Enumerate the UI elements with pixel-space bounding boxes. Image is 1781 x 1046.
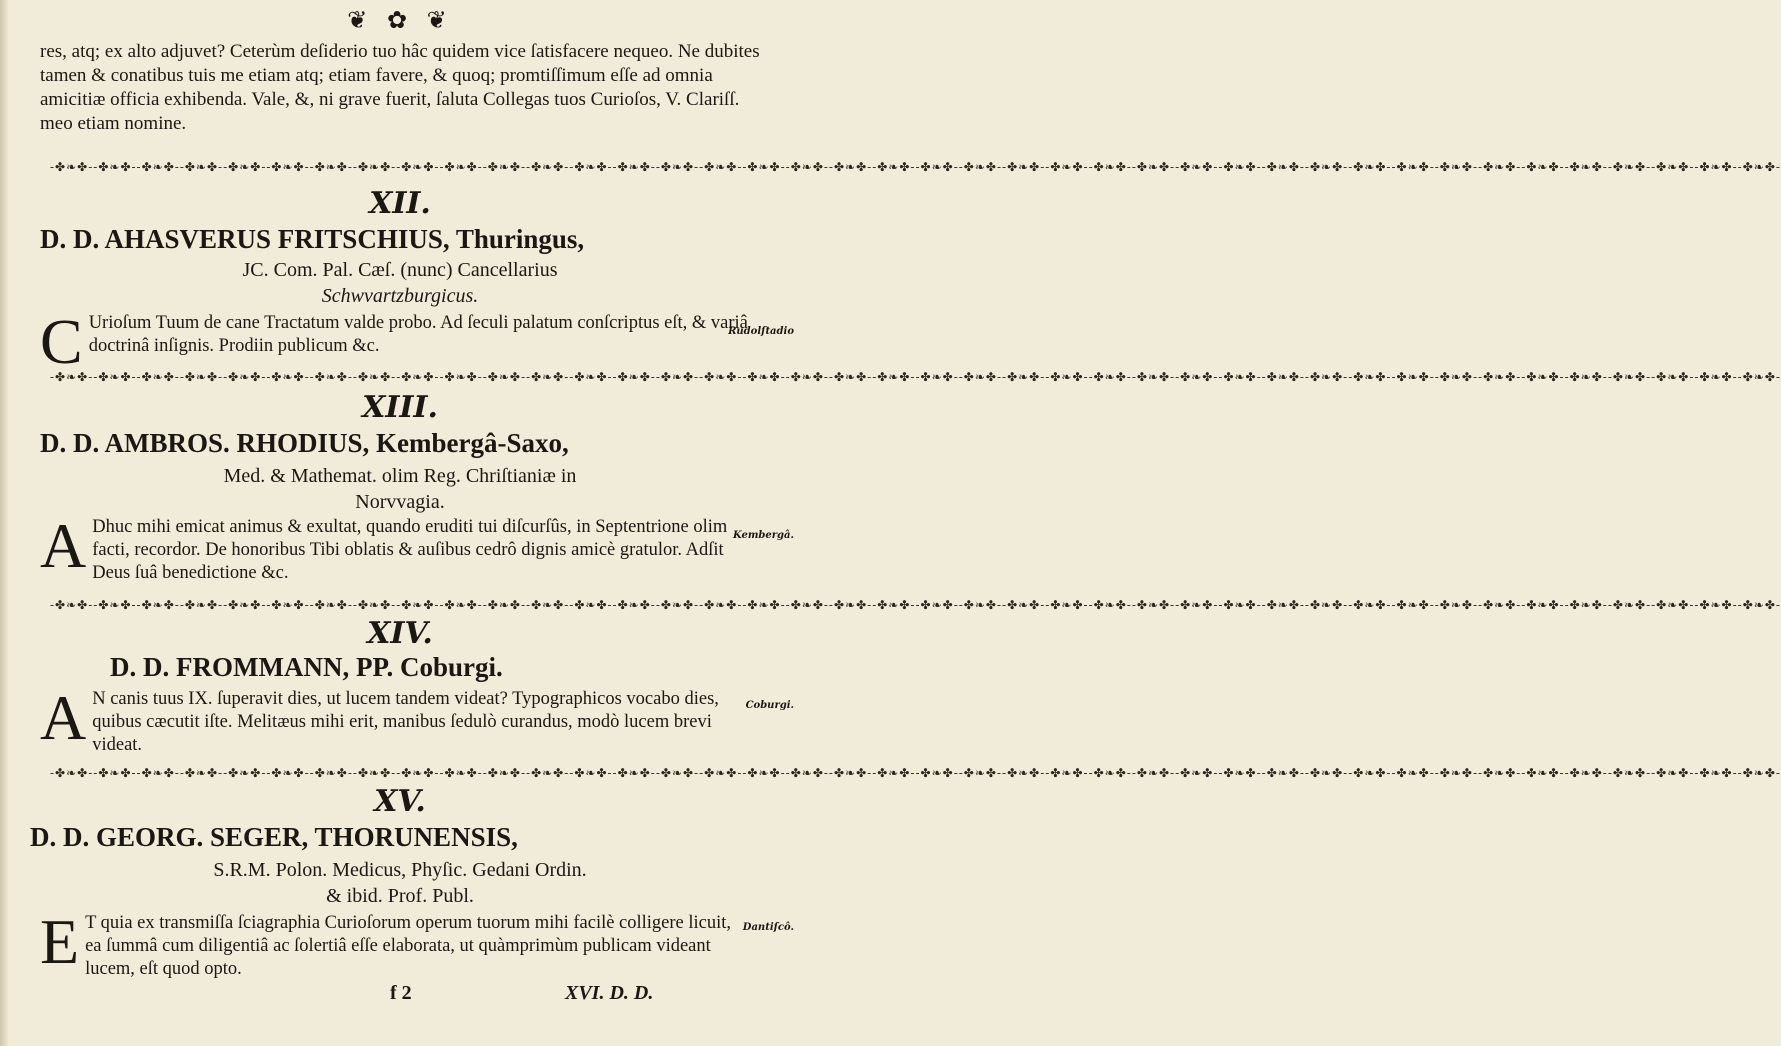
ornament-rule: -✤❧✤--✤❧✤--✤❧✤--✤❧✤--✤❧✤--✤❧✤--✤❧✤--✤❧✤--✤❧✤--✤❧✤--✤❧✤--✤❧✤--✤❧✤--✤❧✤--✤❧✤--✤❧✤--✤❧✤--✤❧✤--✤❧✤--✤❧✤--✤❧✤--✤❧✤--✤❧✤--✤❧✤--✤❧✤--✤❧✤--✤❧✤--✤❧✤--✤❧✤--✤❧✤--✤❧✤--✤❧✤--✤❧✤--✤❧✤--✤❧✤--✤❧✤--✤❧✤--✤❧✤--✤❧✤--✤❧✤- <box>50 370 1781 384</box>
section-subheading-12-line1: JC. Com. Pal. Cæſ. (nunc) Cancellarius <box>242 259 558 281</box>
section-subheading-12-line2: Schwvartzburgicus. <box>321 285 479 307</box>
section-subheading-13-line2: Norvvagia. <box>355 491 445 513</box>
margin-note-14: Coburgi. <box>745 700 794 711</box>
dropcap-12: C <box>40 306 83 377</box>
section-numeral-15: XV. <box>374 784 426 819</box>
margin-note-13: Kembergâ. <box>733 530 794 541</box>
ornament-rule: -✤❧✤--✤❧✤--✤❧✤--✤❧✤--✤❧✤--✤❧✤--✤❧✤--✤❧✤--✤❧✤--✤❧✤--✤❧✤--✤❧✤--✤❧✤--✤❧✤--✤❧✤--✤❧✤--✤❧✤--✤❧✤--✤❧✤--✤❧✤--✤❧✤--✤❧✤--✤❧✤--✤❧✤--✤❧✤--✤❧✤--✤❧✤--✤❧✤--✤❧✤--✤❧✤--✤❧✤--✤❧✤--✤❧✤--✤❧✤--✤❧✤--✤❧✤--✤❧✤--✤❧✤--✤❧✤--✤❧✤- <box>50 160 1781 174</box>
section-numeral-13: XIII. <box>362 390 438 425</box>
ornament-rule: -✤❧✤--✤❧✤--✤❧✤--✤❧✤--✤❧✤--✤❧✤--✤❧✤--✤❧✤--✤❧✤--✤❧✤--✤❧✤--✤❧✤--✤❧✤--✤❧✤--✤❧✤--✤❧✤--✤❧✤--✤❧✤--✤❧✤--✤❧✤--✤❧✤--✤❧✤--✤❧✤--✤❧✤--✤❧✤--✤❧✤--✤❧✤--✤❧✤--✤❧✤--✤❧✤--✤❧✤--✤❧✤--✤❧✤--✤❧✤--✤❧✤--✤❧✤--✤❧✤--✤❧✤--✤❧✤--✤❧✤- <box>50 766 1781 780</box>
section-subheading-13-line1: Med. & Mathemat. olim Reg. Chriſtianiæ in <box>223 465 577 487</box>
dropcap-15: E <box>40 906 80 977</box>
section-heading-13: D. D. AMBROS. RHODIUS, Kembergâ-Saxo, <box>40 428 569 458</box>
page-binding-edge <box>0 0 8 1046</box>
dropcap-13: A <box>40 510 87 581</box>
section-text-12: Urioſum Tuum de cane Tractatum valde probo. Ad ſeculi palatum conſcriptus eſt, & variâ doctrinâ inſignis. Prodiin publicum &c. <box>88 313 748 356</box>
catchword: XVI. D. D. <box>565 982 654 1004</box>
section-numeral-12: XII. <box>369 186 431 221</box>
section-numeral-14: XIV. <box>367 616 433 651</box>
section-entry-13 <box>40 510 750 585</box>
margin-note-15: Dantiſcô. <box>742 922 794 933</box>
section-heading-15: D. D. GEORG. SEGER, THORUNENSIS, <box>30 822 518 852</box>
intro-paragraph: res, atq; ex alto adjuvet? Ceterùm deſiderio tuo hâc quidem vice ſatisfacere nequeo. Ne dubites tamen & conatibus tuis me etiam atq; etiam favere, & quoq; promtiſſimum eſſe ad omnia amicitiæ officia exhibenda. Vale, &, ni grave fuerit, ſaluta Collegas tuos Curioſos, V. Clariſſ. meo etiam nomine. <box>40 41 760 134</box>
section-entry-12 <box>40 306 750 377</box>
section-heading-12: D. D. AHASVERUS FRITSCHIUS, Thuringus, <box>40 224 585 254</box>
section-text-13: Dhuc mihi emicat animus & exultat, quando eruditi tui diſcurſûs, in Septentrione olim facti, recordor. De honoribus Tibi oblatis & auſibus cedrô dignis amicè gratulor. Adſit Deus ſuâ benedictione &c. <box>92 517 728 583</box>
section-entry-14 <box>40 682 750 757</box>
section-entry-15 <box>40 906 750 981</box>
ornament-rule: -✤❧✤--✤❧✤--✤❧✤--✤❧✤--✤❧✤--✤❧✤--✤❧✤--✤❧✤--✤❧✤--✤❧✤--✤❧✤--✤❧✤--✤❧✤--✤❧✤--✤❧✤--✤❧✤--✤❧✤--✤❧✤--✤❧✤--✤❧✤--✤❧✤--✤❧✤--✤❧✤--✤❧✤--✤❧✤--✤❧✤--✤❧✤--✤❧✤--✤❧✤--✤❧✤--✤❧✤--✤❧✤--✤❧✤--✤❧✤--✤❧✤--✤❧✤--✤❧✤--✤❧✤--✤❧✤--✤❧✤- <box>50 598 1781 612</box>
section-heading-14: D. D. FROMMANN, PP. Coburgi. <box>110 652 503 682</box>
margin-note-12: Rudolſtadio <box>728 326 794 337</box>
signature-mark: f 2 <box>390 982 412 1004</box>
section-subheading-15-line2: & ibid. Prof. Publ. <box>326 885 474 907</box>
section-text-15: T quia ex transmiſſa ſciagraphia Curioſorum operum tuorum mihi facilè colligere licuit, ea ſummâ cum diligentiâ ac ſolertiâ eſſe elaborata, ut quàmprimùm publicam videant lucem, eſt quod opto. <box>85 913 732 979</box>
section-text-14: N canis tuus IX. ſuperavit dies, ut lucem tandem videat? Typographicos vocabo dies, quibus cæcutit iſte. Melitæus mihi erit, manibus ſedulò curandus, modò lucem brevi videat. <box>92 689 719 755</box>
headpiece-ornament: ❦ ✿ ❦ <box>347 6 453 34</box>
dropcap-14: A <box>40 682 87 753</box>
section-subheading-15-line1: S.R.M. Polon. Medicus, Phyſic. Gedani Ordin. <box>213 859 587 881</box>
